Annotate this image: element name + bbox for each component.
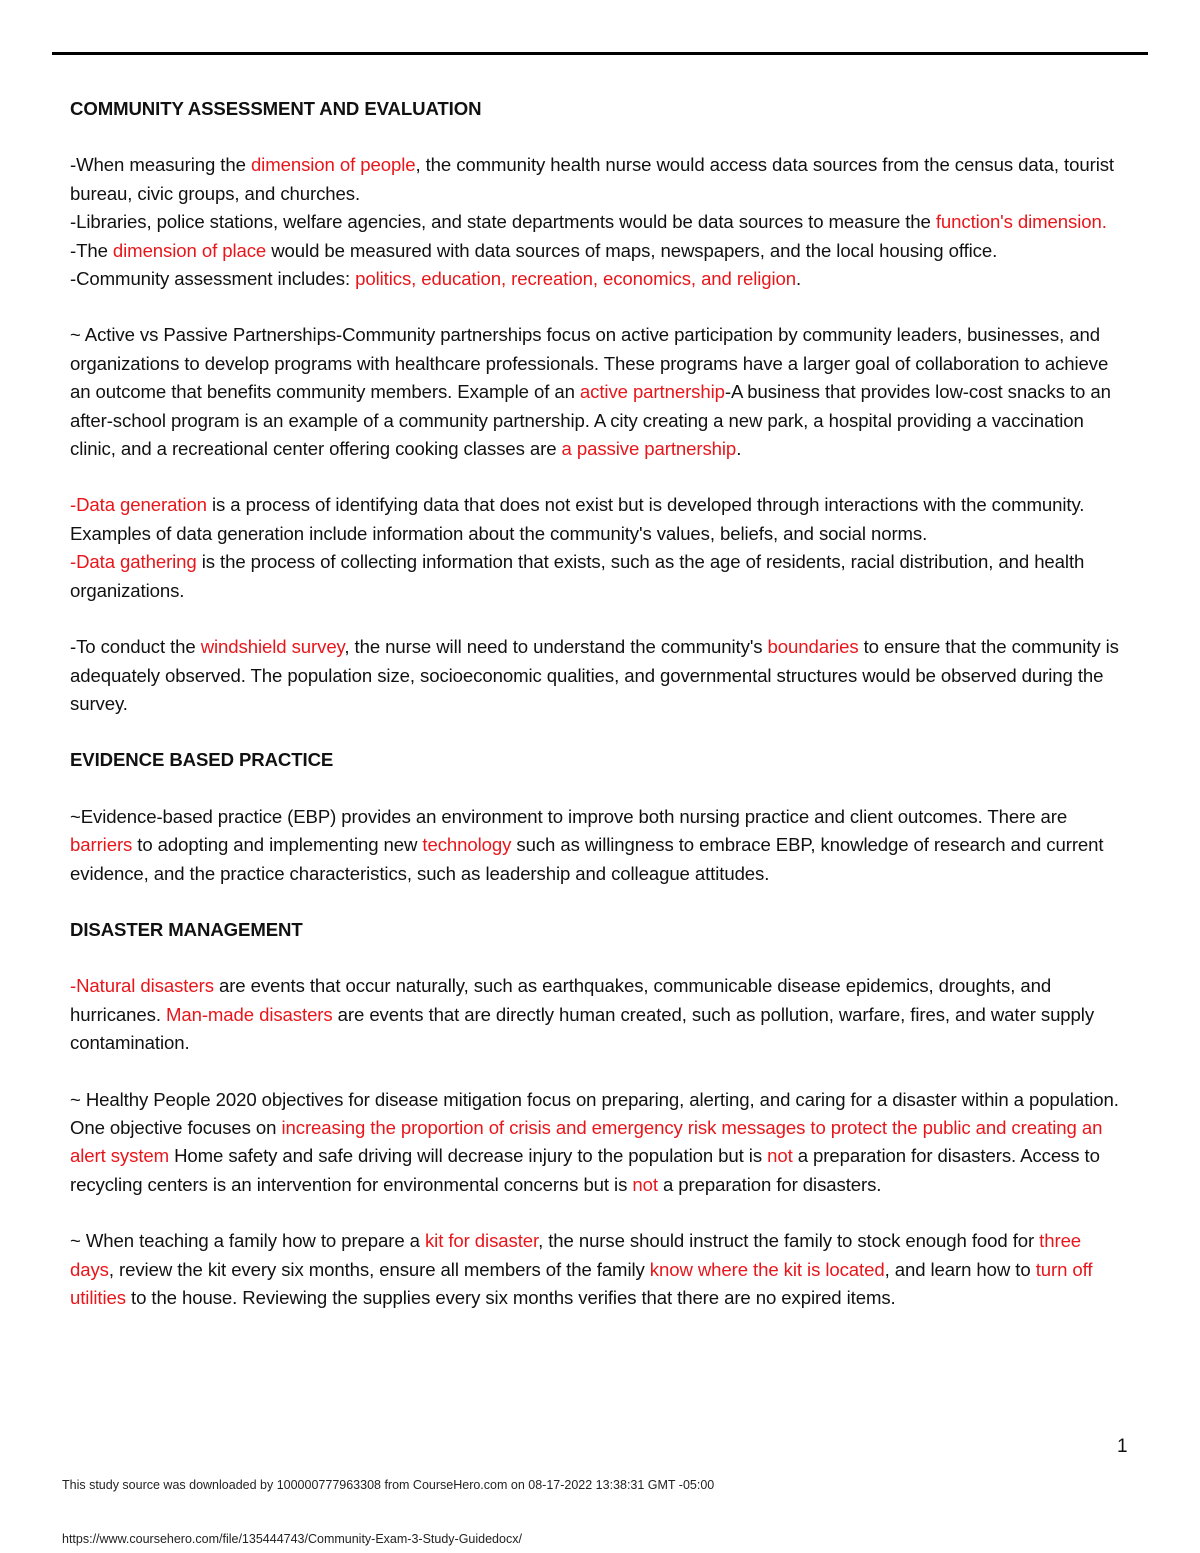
- highlight-text: kit for disaster: [424, 1230, 539, 1252]
- highlight-text: Man-made disasters: [165, 1003, 333, 1025]
- section-heading-disaster: DISASTER MANAGEMENT: [70, 918, 303, 940]
- highlight-text: increasing the proportion of crisis and emergency risk messages to protect the public and creating an alert system: [70, 1116, 1103, 1167]
- paragraph: ~ Active vs Passive Partnerships-Community partnerships focus on active participation by community leaders, businesses, and organizations to develop programs with healthcare professionals. These programs have a larger goal of collaboration to achieve an outcome that benefits community members. Example of an active partnership-A business that provides low-cost snacks to an after-school program is an example of a community partnership. A city creating a new park, a hospital providing a vaccination clinic, and a recreational center offering cooking classes are a passive partnership.: [70, 324, 1111, 460]
- highlight-text: know where the kit is located: [649, 1258, 885, 1280]
- highlight-text: boundaries: [767, 636, 859, 658]
- paragraph: -Libraries, police stations, welfare agencies, and state departments would be data sources to measure the function's dimension.: [70, 211, 1107, 233]
- highlight-text: technology: [422, 834, 512, 856]
- highlight-text: dimension of place: [112, 239, 267, 261]
- highlight-text: turn off utilities: [70, 1258, 1093, 1308]
- highlight-text: -Natural disasters: [70, 975, 214, 997]
- highlight-text: not: [767, 1145, 793, 1167]
- highlight-text: function's dimension.: [935, 211, 1107, 233]
- highlight-text: -Data generation: [70, 494, 207, 516]
- highlight-text: active partnership: [579, 381, 725, 403]
- paragraph: -Community assessment includes: politics, education, recreation, economics, and religion.: [70, 268, 802, 290]
- top-rule: [52, 52, 1148, 55]
- document-body: [70, 95, 1130, 1312]
- paragraph: -Natural disasters are events that occur naturally, such as earthquakes, communicable disease epidemics, droughts, and hurricanes. Man-made disasters are events that are directly human created, such as pollution, warfare, fires, and water supply contamination.: [70, 975, 1095, 1054]
- highlight-text: -Data gathering: [70, 551, 197, 573]
- highlight-text: dimension of people: [250, 154, 416, 176]
- footer-url: https://www.coursehero.com/file/135444743/Community-Exam-3-Study-Guidedocx/: [62, 1532, 522, 1546]
- paragraph: ~ When teaching a family how to prepare a kit for disaster, the nurse should instruct the family to stock enough food for three days, review the kit every six months, ensure all members of the family know where the kit is located, and learn how to turn off utilities to the house. Reviewing the supplies every six months verifies that there are no expired items.: [70, 1230, 1093, 1308]
- paragraph: ~ Healthy People 2020 objectives for disease mitigation focus on preparing, alerting, and caring for a disaster within a population. One objective focuses on increasing the proportion of crisis and emergency risk messages to protect the public and creating an alert system Home safety and safe driving will decrease injury to the population but is not a preparation for disasters. Access to recycling centers is an intervention for environmental concerns but is not a preparation for disasters.: [70, 1088, 1119, 1195]
- highlight-text: politics, education, recreation, economics, and religion: [355, 268, 797, 290]
- highlight-text: three days: [70, 1230, 1082, 1280]
- section-heading-ebp: EVIDENCE BASED PRACTICE: [70, 749, 334, 771]
- highlight-text: a passive partnership: [561, 438, 737, 460]
- highlight-text: not: [632, 1173, 658, 1195]
- paragraph: -Data gathering is the process of collecting information that exists, such as the age of residents, racial distribution, and health organizations.: [70, 551, 1085, 601]
- footer-source-note: This study source was downloaded by 100000777963308 from CourseHero.com on 08-17-2022 13:38:31 GMT -05:00: [62, 1478, 715, 1492]
- highlight-text: barriers: [70, 834, 133, 856]
- highlight-text: windshield survey: [200, 636, 345, 658]
- section-heading-community: COMMUNITY ASSESSMENT AND EVALUATION: [70, 98, 482, 119]
- paragraph: -Data generation is a process of identifying data that does not exist but is developed through interactions with the community. Examples of data generation include information about the community's values, beliefs, and social norms.: [70, 494, 1085, 544]
- paragraph: -When measuring the dimension of people, the community health nurse would access data sources from the census data, tourist bureau, civic groups, and churches.: [70, 154, 1114, 204]
- paragraph: -The dimension of place would be measured with data sources of maps, newspapers, and the local housing office.: [70, 239, 998, 261]
- paragraph: -To conduct the windshield survey, the nurse will need to understand the community's boundaries to ensure that the community is adequately observed. The population size, socioeconomic qualities, and governmental structures would be observed during the survey.: [70, 636, 1119, 714]
- paragraph: ~Evidence-based practice (EBP) provides an environment to improve both nursing practice and client outcomes. There are barriers to adopting and implementing new technology such as willingness to embrace EBP, knowledge of research and current evidence, and the practice characteristics, such as leadership and colleague attitudes.: [70, 805, 1104, 884]
- page-number: 1: [1117, 1436, 1128, 1457]
